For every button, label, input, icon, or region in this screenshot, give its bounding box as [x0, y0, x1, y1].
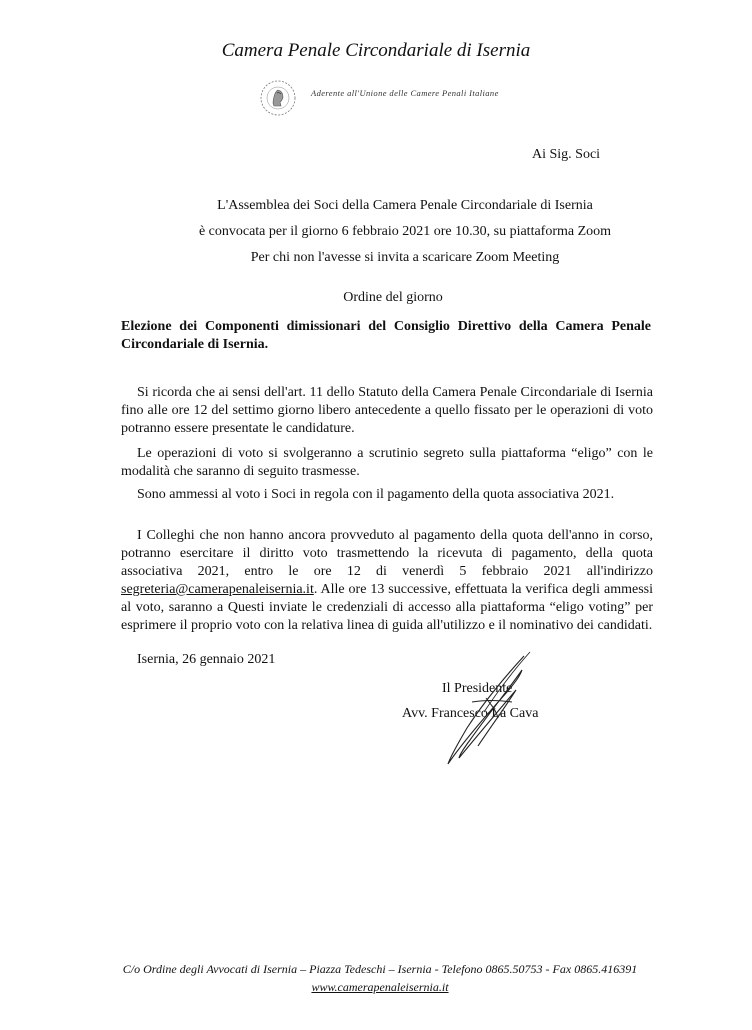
signer-name: Avv. Francesco La Cava	[402, 706, 539, 721]
paragraph-payment	[121, 527, 653, 635]
letterhead-title: Camera Penale Circondariale di Isernia	[221, 40, 531, 61]
paragraph-candidacy: Si ricorda che ai sensi dell'art. 11 dello Statuto della Camera Penale Circondariale di Isernia fino alle ore 12 del settimo giorno libero antecedente a quello fissato per le operazioni di voto potranno essere presentate le candidature.	[121, 385, 653, 436]
signer-role: Il Presidente	[442, 681, 513, 696]
email-link[interactable]: segreteria@camerapenaleisernia.it	[121, 582, 314, 597]
agenda-heading: Ordine del giorno	[343, 290, 443, 305]
footer-website-link[interactable]: www.camerapenaleisernia.it	[311, 980, 449, 994]
footer-address: C/o Ordine degli Avvocati di Isernia – Piazza Tedeschi – Isernia - Telefono 0865.50753 - Fax 0865.416391	[122, 962, 638, 976]
announcement-line-1: L'Assemblea dei Soci della Camera Penale Circondariale di Isernia	[217, 198, 593, 213]
letterhead-tagline: Aderente all'Unione delle Camere Penali Italiane	[311, 88, 499, 98]
paragraph-eligibility: Sono ammessi al voto i Soci in regola con il pagamento della quota associativa 2021.	[137, 487, 615, 502]
handwritten-signature	[412, 650, 542, 770]
seal-emblem-icon	[256, 78, 300, 118]
paragraph-payment-after: . Alle ore 13 successive, effettuata la verifica degli ammessi al voto, saranno a Questi inviate le credenziali di accesso alla piattaforma “eligo voting” per esprimere il proprio voto con la relativa linea di guida all'utilizzo e il nominativo dei candidati.	[121, 582, 653, 633]
announcement-line-2: è convocata per il giorno 6 febbraio 2021 ore 10.30, su piattaforma Zoom	[198, 224, 612, 239]
recipient-line: Ai Sig. Soci	[532, 147, 601, 162]
paragraph-payment-before: I Colleghi che non hanno ancora provveduto al pagamento della quota dell'anno in corso, potranno esercitare il diritto voto trasmettendo la ricevuta di pagamento, della quota associativa 2021, entro le ore 12 di venerdì 5 febbraio 2021 all'indirizzo	[121, 528, 653, 579]
date-line: Isernia, 26 gennaio 2021	[137, 652, 276, 667]
announcement-line-3: Per chi non l'avesse si invita a scaricare Zoom Meeting	[250, 250, 560, 265]
agenda-item: Elezione dei Componenti dimissionari del Consiglio Direttivo della Camera Penale Circondariale di Isernia.	[121, 319, 651, 352]
paragraph-voting-method: Le operazioni di voto si svolgeranno a scrutinio segreto sulla piattaforma “eligo” con le modalità che saranno di seguito trasmesse.	[121, 446, 653, 479]
